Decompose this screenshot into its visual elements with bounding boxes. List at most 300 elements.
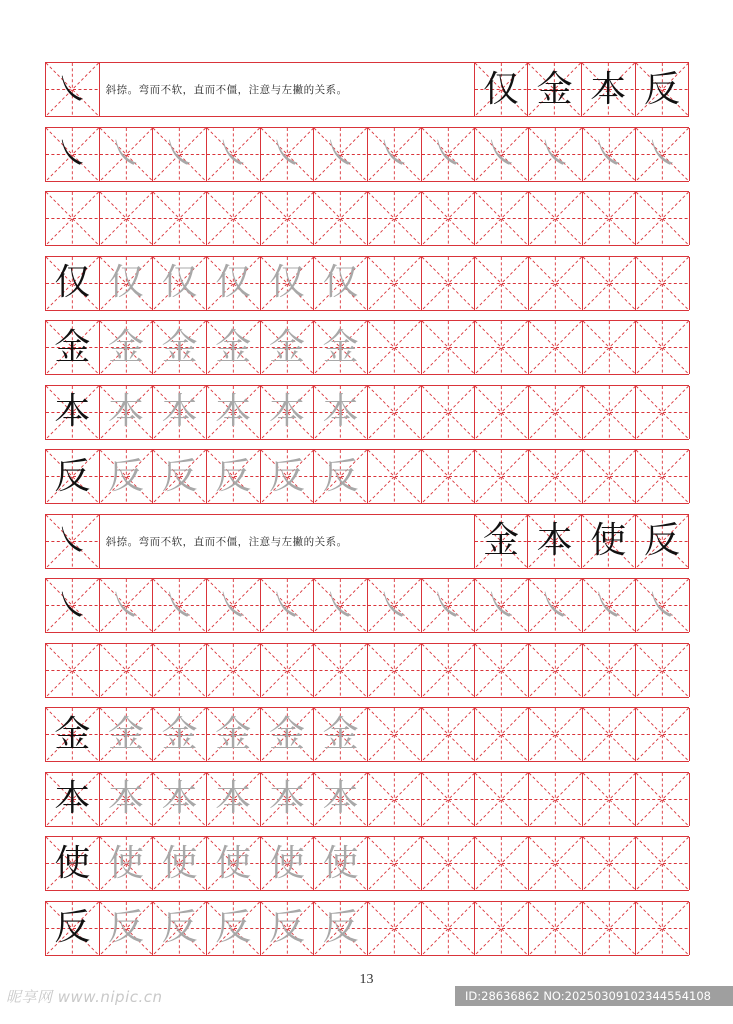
mi-grid-guides (529, 192, 582, 245)
mi-grid-guides (368, 386, 421, 439)
model-character: 反 (54, 455, 91, 497)
mi-grid-guides (422, 837, 475, 890)
practice-sheet (45, 62, 689, 965)
trace-character: ㇏ (645, 134, 680, 174)
empty-practice-cell (368, 321, 422, 374)
empty-practice-cell (529, 644, 583, 697)
trace-character: ㇏ (430, 134, 465, 174)
mi-grid-guides (583, 386, 636, 439)
practice-cell (314, 708, 368, 761)
practice-cell (207, 450, 261, 503)
trace-character: ㇏ (538, 134, 573, 174)
practice-cell (153, 128, 207, 181)
practice-cell (100, 257, 154, 310)
trace-character: 本 (107, 391, 144, 432)
mi-grid-guides (529, 837, 582, 890)
practice-row (45, 707, 689, 762)
practice-cell (529, 128, 583, 181)
trace-character: 金 (107, 326, 144, 368)
trace-character: 金 (268, 713, 305, 755)
mi-grid-guides (475, 450, 528, 503)
model-character: 金 (536, 68, 573, 110)
mi-grid-guides (529, 902, 582, 955)
mi-grid-guides (422, 708, 475, 761)
practice-cell (100, 837, 154, 890)
trace-character: 反 (322, 455, 359, 497)
practice-cell (636, 579, 690, 632)
empty-practice-cell (529, 257, 583, 310)
practice-cell (314, 579, 368, 632)
trace-character: 本 (161, 391, 198, 432)
practice-cell (46, 128, 100, 181)
mi-grid-guides (422, 192, 475, 245)
mi-grid-guides (583, 321, 636, 374)
mi-grid-guides (422, 450, 475, 503)
example-char-cell (582, 515, 636, 568)
empty-practice-cell (636, 644, 690, 697)
practice-cell (46, 386, 100, 439)
mi-grid-guides (153, 192, 206, 245)
practice-cell (261, 708, 315, 761)
trace-character: 使 (215, 842, 252, 884)
mi-grid-guides (46, 644, 99, 697)
practice-cell (314, 321, 368, 374)
practice-row (45, 772, 689, 827)
mi-grid-guides (422, 773, 475, 826)
mi-grid-guides (529, 644, 582, 697)
example-char-cell (528, 63, 582, 116)
empty-practice-cell (583, 257, 637, 310)
stroke-instruction: 斜捺。弯而不软，直而不僵，注意与左撇的关系。 (100, 515, 475, 568)
practice-cell (583, 579, 637, 632)
model-character: ㇏ (55, 521, 90, 561)
mi-grid-guides (475, 192, 528, 245)
model-character: 本 (536, 520, 573, 561)
practice-cell (207, 386, 261, 439)
practice-cell (422, 128, 476, 181)
trace-character: 反 (215, 907, 252, 948)
practice-cell (153, 579, 207, 632)
mi-grid-guides (100, 192, 153, 245)
trace-character: 使 (161, 842, 198, 884)
model-character: ㇏ (55, 69, 90, 110)
empty-practice-cell (368, 902, 422, 955)
empty-practice-cell (475, 902, 529, 955)
trace-character: 金 (268, 326, 305, 368)
example-char-cell (582, 63, 636, 116)
empty-practice-cell (583, 902, 637, 955)
trace-character: 金 (161, 713, 198, 755)
example-char-cell (636, 515, 690, 568)
empty-practice-cell (368, 192, 422, 245)
mi-grid-guides (475, 257, 528, 310)
practice-cell (261, 128, 315, 181)
mi-grid-guides (636, 837, 689, 890)
empty-practice-cell (636, 321, 690, 374)
practice-cell (583, 128, 637, 181)
practice-cell (100, 450, 154, 503)
mi-grid-guides (529, 708, 582, 761)
mi-grid-guides (636, 192, 689, 245)
empty-practice-cell (207, 192, 261, 245)
trace-character: ㇏ (430, 585, 465, 626)
practice-cell (100, 386, 154, 439)
practice-cell (46, 773, 100, 826)
mi-grid-guides (475, 708, 528, 761)
mi-grid-guides (475, 773, 528, 826)
practice-cell (261, 837, 315, 890)
mi-grid-guides (368, 837, 421, 890)
model-character: ㇏ (55, 134, 90, 174)
mi-grid-guides (368, 192, 421, 245)
mi-grid-guides (475, 386, 528, 439)
trace-character: 金 (215, 326, 252, 368)
mi-grid-guides (46, 192, 99, 245)
practice-cell (207, 579, 261, 632)
mi-grid-guides (529, 386, 582, 439)
trace-character: ㇏ (269, 134, 304, 174)
mi-grid-guides (636, 644, 689, 697)
mi-grid-guides (636, 450, 689, 503)
model-character: 本 (54, 778, 91, 819)
practice-cell (422, 579, 476, 632)
trace-character: ㇏ (538, 585, 573, 626)
practice-cell (314, 128, 368, 181)
empty-practice-cell (529, 192, 583, 245)
empty-practice-cell (583, 837, 637, 890)
mi-grid-guides (636, 321, 689, 374)
mi-grid-guides (475, 644, 528, 697)
empty-practice-cell (368, 257, 422, 310)
practice-row (45, 449, 689, 504)
blank-practice-row (45, 191, 689, 246)
mi-grid-guides (153, 644, 206, 697)
practice-cell (207, 257, 261, 310)
empty-practice-cell (529, 386, 583, 439)
empty-practice-cell (583, 321, 637, 374)
empty-practice-cell (636, 257, 690, 310)
empty-practice-cell (529, 321, 583, 374)
mi-grid-guides (583, 708, 636, 761)
practice-cell (261, 321, 315, 374)
practice-cell (46, 837, 100, 890)
mi-grid-guides (636, 902, 689, 955)
trace-character: ㇏ (591, 134, 626, 174)
trace-character: 使 (107, 842, 144, 884)
trace-character: 本 (322, 778, 359, 819)
practice-cell (46, 579, 100, 632)
mi-grid-guides (368, 644, 421, 697)
practice-cell (314, 902, 368, 955)
practice-cell (100, 579, 154, 632)
mi-grid-guides (583, 837, 636, 890)
model-character: 本 (54, 391, 91, 432)
model-character: 仅 (54, 262, 91, 303)
practice-cell (314, 257, 368, 310)
page-number: 13 (359, 972, 374, 987)
trace-character: ㇏ (323, 134, 358, 174)
stroke-symbol-cell (46, 515, 100, 568)
trace-character: ㇏ (377, 585, 412, 626)
practice-cell (261, 579, 315, 632)
practice-row (45, 901, 689, 956)
practice-cell (314, 837, 368, 890)
trace-character: 金 (215, 713, 252, 755)
trace-character: 仅 (322, 262, 359, 303)
trace-character: 本 (161, 778, 198, 819)
practice-row (45, 256, 689, 311)
practice-cell (475, 128, 529, 181)
practice-cell (207, 321, 261, 374)
example-char-cell (528, 515, 582, 568)
practice-cell (207, 902, 261, 955)
mi-grid-guides (583, 192, 636, 245)
practice-row (45, 578, 689, 633)
model-character: 本 (590, 68, 627, 110)
empty-practice-cell (314, 192, 368, 245)
trace-character: ㇏ (269, 585, 304, 626)
trace-character: 金 (322, 326, 359, 368)
practice-row (45, 836, 689, 891)
model-character: ㇏ (55, 585, 90, 626)
trace-character: 本 (215, 391, 252, 432)
practice-row (45, 320, 689, 375)
empty-practice-cell (153, 192, 207, 245)
trace-character: 反 (322, 907, 359, 948)
empty-practice-cell (475, 773, 529, 826)
mi-grid-guides (529, 773, 582, 826)
mi-grid-guides (368, 902, 421, 955)
practice-cell (100, 128, 154, 181)
mi-grid-guides (583, 257, 636, 310)
empty-practice-cell (475, 644, 529, 697)
empty-practice-cell (368, 450, 422, 503)
empty-practice-cell (529, 902, 583, 955)
id-watermark: ID:28636862 NO:20250309102344554108 (455, 986, 733, 1006)
mi-grid-guides (314, 644, 367, 697)
empty-practice-cell (368, 644, 422, 697)
practice-cell (153, 450, 207, 503)
trace-character: 本 (268, 391, 305, 432)
trace-character: 本 (322, 391, 359, 432)
empty-practice-cell (422, 708, 476, 761)
trace-character: ㇏ (484, 585, 519, 626)
empty-practice-cell (207, 644, 261, 697)
stroke-instruction: 斜捺。弯而不软，直而不僵，注意与左撇的关系。 (100, 63, 475, 116)
mi-grid-guides (422, 386, 475, 439)
blank-practice-row (45, 643, 689, 698)
mi-grid-guides (368, 708, 421, 761)
practice-cell (153, 321, 207, 374)
practice-cell (207, 128, 261, 181)
practice-cell (368, 128, 422, 181)
practice-cell (207, 773, 261, 826)
empty-practice-cell (636, 192, 690, 245)
trace-character: 仅 (215, 262, 252, 303)
trace-character: ㇏ (216, 134, 251, 174)
mi-grid-guides (583, 644, 636, 697)
practice-cell (314, 386, 368, 439)
model-character: 仅 (482, 68, 519, 110)
empty-practice-cell (583, 386, 637, 439)
trace-character: ㇏ (216, 585, 251, 626)
empty-practice-cell (422, 902, 476, 955)
mi-grid-guides (636, 386, 689, 439)
trace-character: ㇏ (645, 585, 680, 626)
practice-cell (475, 579, 529, 632)
trace-character: 仅 (107, 262, 144, 303)
empty-practice-cell (368, 708, 422, 761)
trace-character: 金 (107, 713, 144, 755)
trace-character: ㇏ (591, 585, 626, 626)
trace-character: ㇏ (162, 134, 197, 174)
empty-practice-cell (46, 192, 100, 245)
mi-grid-guides (207, 192, 260, 245)
empty-practice-cell (422, 321, 476, 374)
empty-practice-cell (368, 386, 422, 439)
practice-cell (529, 579, 583, 632)
practice-cell (100, 321, 154, 374)
model-character: 反 (54, 907, 91, 948)
mi-grid-guides (368, 773, 421, 826)
empty-practice-cell (636, 708, 690, 761)
empty-practice-cell (529, 837, 583, 890)
practice-cell (153, 257, 207, 310)
practice-cell (46, 257, 100, 310)
empty-practice-cell (314, 644, 368, 697)
empty-practice-cell (583, 644, 637, 697)
empty-practice-cell (422, 773, 476, 826)
stroke-header-row (45, 62, 689, 117)
trace-character: 反 (268, 455, 305, 497)
mi-grid-guides (583, 773, 636, 826)
practice-cell (46, 321, 100, 374)
practice-cell (207, 837, 261, 890)
empty-practice-cell (475, 450, 529, 503)
empty-practice-cell (475, 192, 529, 245)
empty-practice-cell (529, 773, 583, 826)
practice-cell (261, 773, 315, 826)
mi-grid-guides (529, 450, 582, 503)
mi-grid-guides (422, 902, 475, 955)
trace-character: 本 (268, 778, 305, 819)
practice-cell (261, 386, 315, 439)
model-character: 金 (54, 326, 91, 368)
example-char-cell (475, 63, 529, 116)
model-character: 使 (54, 842, 91, 884)
empty-practice-cell (636, 450, 690, 503)
trace-character: 本 (107, 778, 144, 819)
empty-practice-cell (475, 386, 529, 439)
trace-character: 反 (107, 455, 144, 497)
trace-character: 反 (215, 455, 252, 497)
empty-practice-cell (636, 902, 690, 955)
practice-row (45, 127, 689, 182)
practice-cell (153, 773, 207, 826)
practice-cell (261, 257, 315, 310)
trace-character: ㇏ (323, 585, 358, 626)
empty-practice-cell (422, 386, 476, 439)
trace-character: 使 (268, 842, 305, 884)
model-character: 金 (54, 713, 91, 755)
mi-grid-guides (529, 321, 582, 374)
mi-grid-guides (529, 257, 582, 310)
empty-practice-cell (422, 837, 476, 890)
mi-grid-guides (368, 321, 421, 374)
practice-cell (46, 902, 100, 955)
trace-character: 仅 (161, 262, 198, 303)
example-char-cell (475, 515, 529, 568)
mi-grid-guides (636, 773, 689, 826)
practice-cell (314, 773, 368, 826)
mi-grid-guides (422, 257, 475, 310)
model-character: 反 (643, 520, 680, 561)
empty-practice-cell (422, 450, 476, 503)
empty-practice-cell (100, 192, 154, 245)
practice-cell (153, 708, 207, 761)
practice-cell (153, 386, 207, 439)
trace-character: 反 (161, 907, 198, 948)
mi-grid-guides (368, 450, 421, 503)
example-char-cell (636, 63, 690, 116)
trace-character: 使 (322, 842, 359, 884)
mi-grid-guides (583, 450, 636, 503)
empty-practice-cell (529, 708, 583, 761)
trace-character: 仅 (268, 262, 305, 303)
trace-character: 反 (161, 455, 198, 497)
mi-grid-guides (314, 192, 367, 245)
practice-cell (314, 450, 368, 503)
trace-character: 反 (268, 907, 305, 948)
mi-grid-guides (475, 321, 528, 374)
mi-grid-guides (207, 644, 260, 697)
practice-cell (261, 450, 315, 503)
empty-practice-cell (583, 450, 637, 503)
trace-character: 金 (161, 326, 198, 368)
empty-practice-cell (153, 644, 207, 697)
empty-practice-cell (422, 192, 476, 245)
mi-grid-guides (261, 644, 314, 697)
empty-practice-cell (368, 773, 422, 826)
trace-character: 反 (107, 907, 144, 948)
mi-grid-guides (583, 902, 636, 955)
mi-grid-guides (636, 257, 689, 310)
empty-practice-cell (583, 192, 637, 245)
stroke-header-row (45, 514, 689, 569)
practice-cell (100, 902, 154, 955)
trace-character: ㇏ (484, 134, 519, 174)
practice-cell (636, 128, 690, 181)
practice-cell (261, 902, 315, 955)
practice-cell (46, 450, 100, 503)
mi-grid-guides (261, 192, 314, 245)
mi-grid-guides (475, 837, 528, 890)
trace-character: 金 (322, 713, 359, 755)
empty-practice-cell (583, 773, 637, 826)
empty-practice-cell (100, 644, 154, 697)
practice-cell (46, 708, 100, 761)
trace-character: ㇏ (108, 134, 143, 174)
empty-practice-cell (475, 708, 529, 761)
empty-practice-cell (475, 257, 529, 310)
stroke-symbol-cell (46, 63, 100, 116)
practice-cell (100, 708, 154, 761)
model-character: 反 (643, 68, 680, 110)
practice-cell (153, 902, 207, 955)
empty-practice-cell (475, 321, 529, 374)
practice-cell (207, 708, 261, 761)
practice-cell (100, 773, 154, 826)
